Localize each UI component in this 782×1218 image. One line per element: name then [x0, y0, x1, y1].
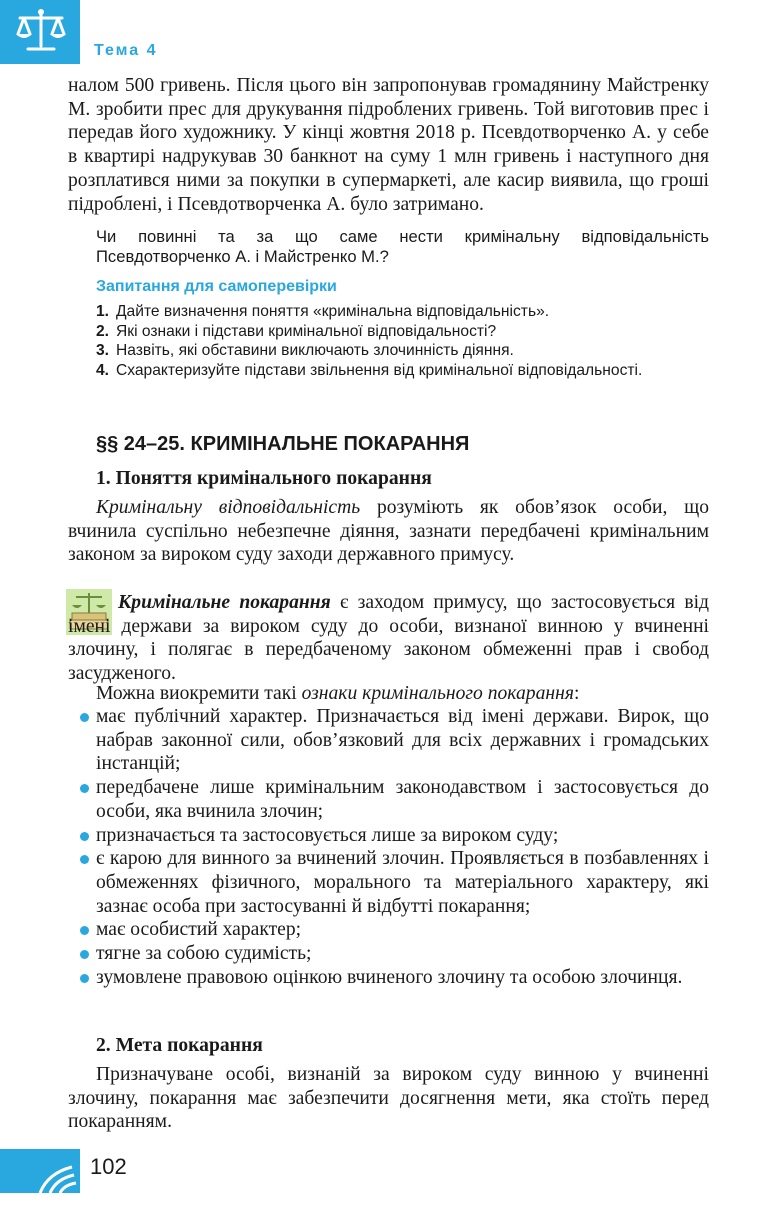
list-item: [96, 341, 709, 361]
wave-arcs-icon: [0, 1149, 80, 1193]
item-text: Назвіть, які обставини виключають злочинність діяння.: [116, 342, 514, 359]
definition-paragraph-2: [68, 591, 709, 686]
list-item: тягне за собою судимість;: [76, 942, 709, 966]
item-text: Схарактеризуйте підстави звільнення від кримінальної відповідальності.: [116, 361, 643, 379]
list-item: передбачене лише кримінальним законодавством і застосовується до особи, яка вчинила злочин;: [76, 776, 709, 823]
item-number: 2.: [96, 322, 110, 340]
item-number: 4.: [96, 361, 110, 379]
list-item: має публічний характер. Призначається від імені держави. Вирок, що набрав законної сили, обов’язковий для всіх державних і громадських інстанцій;: [76, 705, 709, 776]
term-criminal-liability: Кримінальну відповідальність: [96, 497, 361, 518]
term-criminal-punishment: Кримінальне покарання: [118, 592, 331, 613]
item-text: Які ознаки і підстави кримінальної відповідальності?: [116, 322, 497, 340]
footer-block: [0, 1149, 80, 1193]
features-intro: [68, 682, 709, 706]
scales-of-justice-icon: [14, 8, 68, 54]
self-check-heading: Запитання для самоперевірки: [96, 278, 337, 295]
list-item: зумовлене правовою оцінкою вчиненого злочину та особою злочинця.: [76, 966, 709, 990]
list-item: [96, 302, 709, 322]
features-list: [76, 705, 709, 989]
topic-logo-block: [0, 0, 80, 64]
definition-text: розуміють як обов’язок особи, що вчинила суспільно небезпечне діяння, зазнати передбачені кримінальним законом за вироком суду заходи державного примусу.: [68, 497, 709, 566]
case-question: Чи повинні та за що саме нести кримінальну відповідальність Псевдотворченко А. і Майстренко М.?: [96, 227, 709, 266]
term-features: ознаки кримінального покарання: [301, 683, 574, 704]
list-item: [96, 361, 709, 381]
list-item: призначається та застосовується лише за вироком суду;: [76, 824, 709, 848]
subsection-title-2: 2. Мета покарання: [96, 1035, 263, 1056]
list-item: є карою для винного за вчинений злочин. Проявляється в позбавленнях і обмеженнях фізичного, морального та матеріального характеру, які зазнає особа при застосуванні й відбутті покарання;: [76, 847, 709, 918]
intro-text: Можна виокремити такі: [96, 683, 302, 704]
definition-paragraph-1: [68, 496, 709, 567]
list-item: має особистий характер;: [76, 918, 709, 942]
item-number: 1.: [96, 303, 110, 320]
item-text: Дайте визначення поняття «кримінальна відповідальність».: [116, 303, 550, 320]
case-paragraph: налом 500 гривень. Після цього він запропонував громадянину Майстренку М. зробити прес для друкування підроблених гривень. Той виготовив прес і передав його художнику. У кінці жовтня 2018 р. Псевдотворченко А. у себе в квартирі надрукував 30 банкнот на суму 1 млн гривень і наступного дня розплатився ними за покупки в супермаркеті, але касир виявила, що гроші підроблені, і Псевдотворченка А. було затримано.: [68, 75, 709, 215]
topic-label: Тема 4: [94, 42, 158, 59]
purpose-paragraph: Призначуване особі, визнаній за вироком суду винною у вчиненні злочину, покарання має забезпечити досягнення мети, яка стоїть перед покаранням.: [68, 1064, 709, 1133]
intro-tail: :: [573, 683, 580, 704]
page-number: 102: [90, 1154, 127, 1179]
list-item: [96, 322, 709, 342]
section-title: §§ 24–25. КРИМІНАЛЬНЕ ПОКАРАННЯ: [96, 433, 470, 455]
self-check-list: [96, 302, 709, 380]
item-number: 3.: [96, 342, 110, 359]
subsection-title-1: 1. Поняття кримінального покарання: [96, 468, 432, 489]
definition-text: є заходом примусу, що застосовується від імені держави за вироком суду до особи, визнаної винною у вчиненні злочину, і полягає в передбаченому законом обмеженні прав і свобод засудженого.: [68, 592, 709, 685]
